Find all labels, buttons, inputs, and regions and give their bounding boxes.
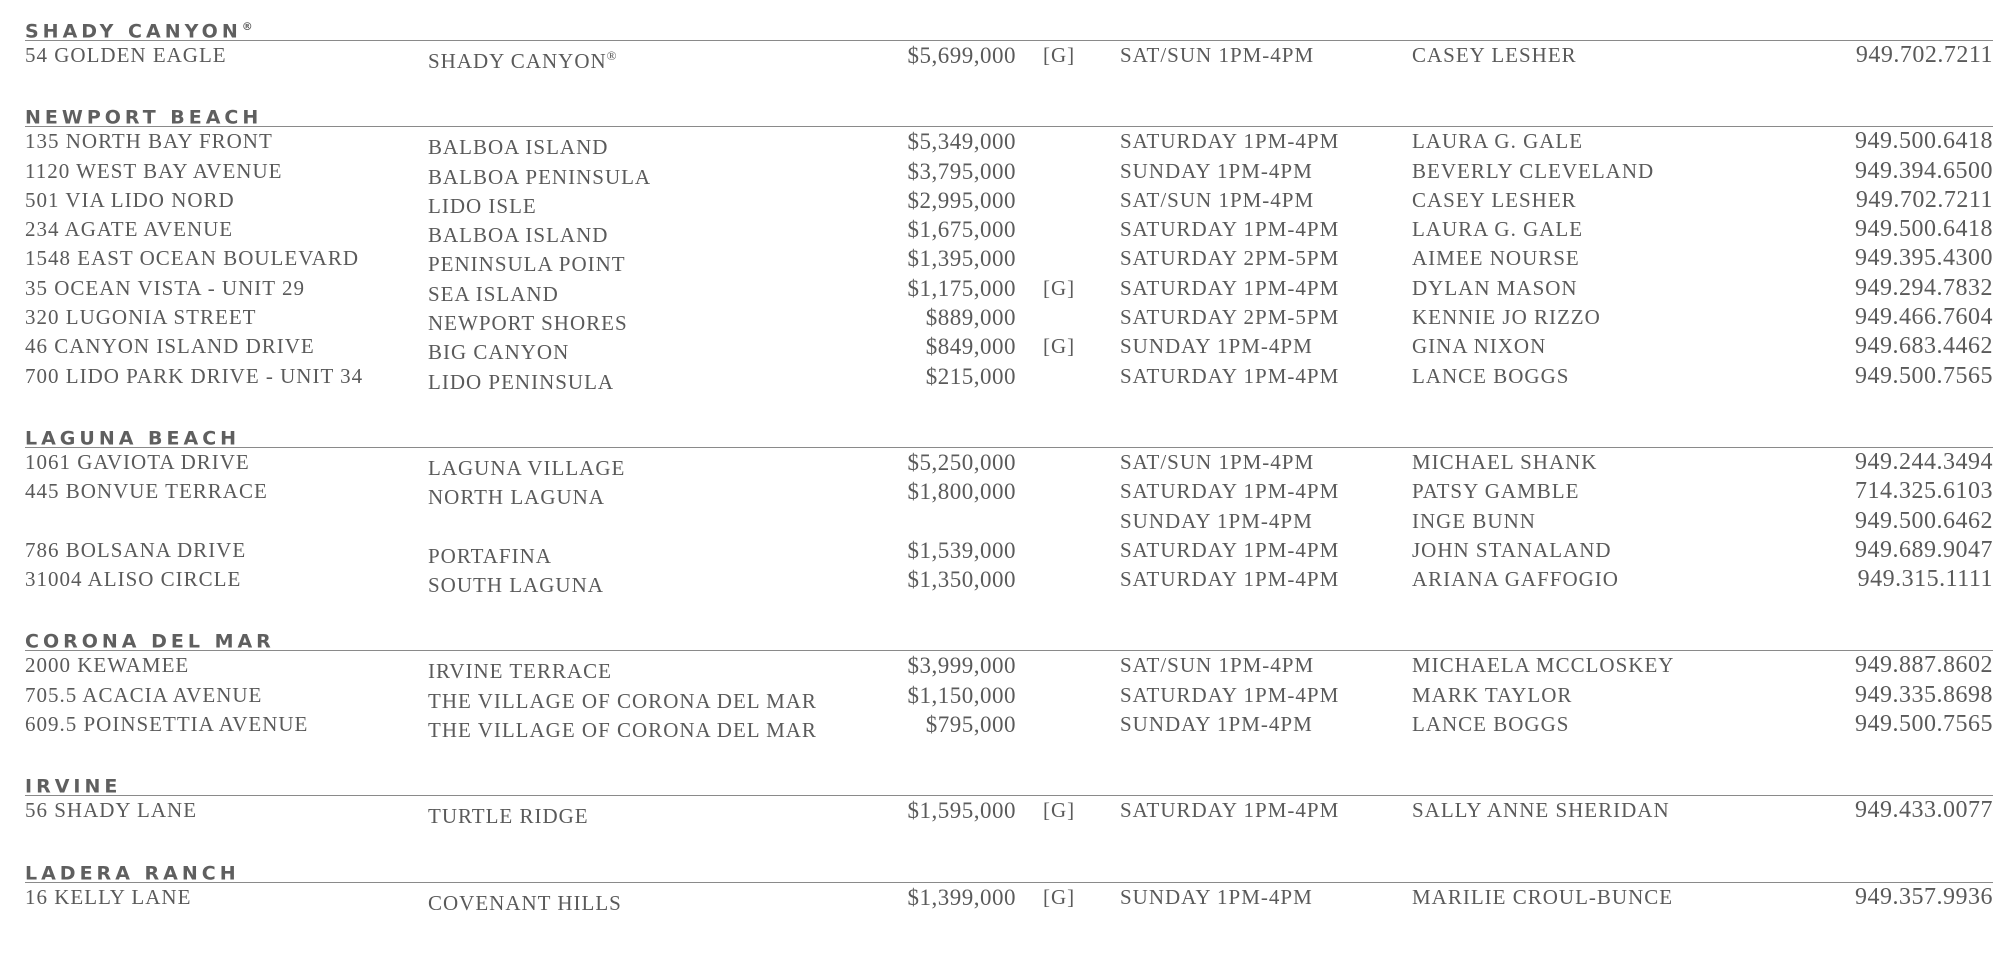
listing-phone-text: 949.244.3494 <box>1855 448 1993 475</box>
listing-row <box>25 651 1993 684</box>
listing-open-time <box>1120 448 1314 477</box>
listing-gated-marker <box>1043 332 1075 361</box>
section-title <box>25 421 1993 448</box>
listing-phone <box>1855 477 1993 506</box>
listing-open-time <box>1120 362 1339 391</box>
listing-address-text: 1548 EAST OCEAN BOULEVARD <box>25 246 359 271</box>
listing-area-text: NORTH LAGUNA <box>428 485 605 510</box>
listing-agent-text: MARILIE CROUL-BUNCE <box>1412 884 1674 909</box>
listing-row <box>25 274 1993 306</box>
listing-agent-text: LAURA G. GALE <box>1412 217 1584 242</box>
listing-price-text: $5,349,000 <box>907 129 1016 155</box>
listing-price-text: $1,399,000 <box>907 884 1016 910</box>
section-3 <box>25 624 1993 743</box>
listing-agent-text: MARK TAYLOR <box>1412 682 1573 707</box>
listing-address-text: 16 KELLY LANE <box>25 884 192 909</box>
listing-open-time <box>1120 303 1339 332</box>
listing-price-text: $889,000 <box>925 305 1016 331</box>
listing-phone-text: 949.500.7565 <box>1855 362 1993 389</box>
listing-price <box>926 362 1016 391</box>
listing-phone <box>1855 796 1993 825</box>
listing-price <box>908 883 1017 912</box>
section-title-text: LADERA RANCH <box>25 861 240 884</box>
listing-address <box>25 536 246 565</box>
listing-open-time-text: SUNDAY 1PM-4PM <box>1120 712 1313 737</box>
listing-agent <box>1412 651 1674 680</box>
listing-open-time-text: SAT/SUN 1PM-4PM <box>1120 187 1315 212</box>
listing-agent <box>1412 681 1572 710</box>
listing-agent-text: DYLAN MASON <box>1412 275 1578 300</box>
listing-agent <box>1412 710 1569 739</box>
listing-agent <box>1412 362 1569 391</box>
listing-phone-text: 949.500.7565 <box>1855 711 1993 738</box>
listing-agent-text: ARIANA GAFFOGIO <box>1412 567 1619 592</box>
listing-gated-marker <box>1043 883 1075 912</box>
listing-agent-text: LAURA G. GALE <box>1412 129 1584 154</box>
listing-area-text: TURTLE RIDGE <box>428 804 589 829</box>
section-title-text: IRVINE <box>25 775 122 798</box>
listing-open-time <box>1120 883 1313 912</box>
listing-area-text: THE VILLAGE OF CORONA DEL MAR <box>428 688 817 713</box>
listing-phone <box>1855 332 1993 361</box>
listing-open-time-text: SATURDAY 1PM-4PM <box>1120 275 1340 300</box>
listing-address <box>25 477 268 506</box>
section-title-text: SHADY CANYON <box>25 20 242 43</box>
listing-agent-text: KENNIE JO RIZZO <box>1412 305 1601 330</box>
listing-agent <box>1412 565 1619 594</box>
listing-open-time <box>1120 332 1313 361</box>
listing-open-time-text: SATURDAY 1PM-4PM <box>1120 363 1340 388</box>
listing-phone <box>1855 448 1993 477</box>
listing-address-text: 1120 WEST BAY AVENUE <box>25 158 283 183</box>
listing-price <box>908 565 1017 594</box>
listing-open-time <box>1120 536 1339 565</box>
listing-open-time <box>1120 507 1313 536</box>
listing-price <box>908 215 1017 244</box>
listing-agent-text: LANCE BOGGS <box>1412 712 1570 737</box>
listing-area <box>428 883 622 918</box>
listing-open-time-text: SATURDAY 1PM-4PM <box>1120 537 1340 562</box>
section-title <box>25 14 1993 41</box>
listing-agent <box>1412 215 1583 244</box>
listing-address <box>25 883 191 912</box>
section-title <box>25 624 1993 651</box>
listing-phone-text: 949.702.7211 <box>1855 186 1993 213</box>
listing-price-text: $795,000 <box>925 712 1016 738</box>
listing-address <box>25 651 189 680</box>
listing-address-text: 46 CANYON ISLAND DRIVE <box>25 334 315 359</box>
listing-area-text: PENINSULA POINT <box>428 252 626 277</box>
listing-phone-text: 949.887.8602 <box>1855 652 1993 679</box>
listing-phone <box>1856 41 1993 70</box>
listing-price-text: $1,395,000 <box>907 246 1016 272</box>
listing-area <box>428 796 589 831</box>
listing-open-time <box>1120 215 1339 244</box>
listing-price-text: $1,150,000 <box>907 682 1016 708</box>
listing-open-time <box>1120 127 1339 156</box>
listing-open-time-text: SATURDAY 1PM-4PM <box>1120 217 1340 242</box>
listing-address <box>25 186 235 215</box>
listing-address <box>25 274 305 303</box>
listing-agent-text: CASEY LESHER <box>1412 187 1577 212</box>
listing-agent-text: MICHAELA MCCLOSKEY <box>1412 653 1675 678</box>
section-title <box>25 100 1993 127</box>
listing-area-text: NEWPORT SHORES <box>428 311 628 336</box>
listing-row <box>25 681 1993 713</box>
listing-gated-marker-text: [G] <box>1043 275 1076 300</box>
listing-area <box>428 710 817 745</box>
section-1 <box>25 100 1993 394</box>
listing-address-text: 320 LUGONIA STREET <box>25 305 257 330</box>
listing-open-time <box>1120 710 1313 739</box>
listing-gated-marker <box>1043 796 1075 825</box>
listing-address-text: 2000 KEWAMEE <box>25 653 190 678</box>
listing-open-time-text: SATURDAY 2PM-5PM <box>1120 305 1340 330</box>
listing-phone <box>1856 186 1993 215</box>
listing-phone <box>1855 303 1993 332</box>
listing-price <box>908 681 1017 710</box>
listing-agent-text: GINA NIXON <box>1412 334 1547 359</box>
listing-agent-text: AIMEE NOURSE <box>1412 246 1580 271</box>
listing-row <box>25 186 1993 218</box>
listing-agent <box>1412 274 1578 303</box>
listing-address <box>25 215 233 244</box>
listing-agent <box>1412 244 1580 273</box>
listing-area-text: LAGUNA VILLAGE <box>428 455 626 480</box>
section-title-text: NEWPORT BEACH <box>25 106 263 129</box>
listing-agent <box>1412 796 1670 825</box>
listing-phone <box>1855 362 1993 391</box>
listing-address <box>25 244 359 273</box>
listing-phone-text: 949.500.6418 <box>1855 216 1993 243</box>
listing-agent-text: SALLY ANNE SHERIDAN <box>1412 798 1670 823</box>
registered-mark: ® <box>606 48 618 63</box>
listing-open-time <box>1120 477 1339 506</box>
listing-area-text: LIDO ISLE <box>428 193 537 218</box>
listing-agent <box>1412 157 1654 186</box>
listing-phone-text: 949.357.9936 <box>1855 883 1993 910</box>
listing-address <box>25 303 257 332</box>
listing-price-text: $849,000 <box>925 334 1016 360</box>
listing-open-time-text: SAT/SUN 1PM-4PM <box>1120 449 1315 474</box>
listing-open-time-text: SATURDAY 1PM-4PM <box>1120 567 1340 592</box>
listing-agent-text: CASEY LESHER <box>1412 43 1577 67</box>
listing-agent <box>1412 127 1583 156</box>
listing-price <box>926 332 1016 361</box>
listing-price-text: $215,000 <box>925 363 1016 389</box>
listing-phone <box>1855 274 1993 303</box>
listing-address <box>25 41 227 70</box>
listing-area-text: BALBOA ISLAND <box>428 223 609 248</box>
listing-gated-marker-text: [G] <box>1043 884 1076 909</box>
listing-row <box>25 507 1993 536</box>
listing-open-time <box>1120 157 1313 186</box>
listing-row <box>25 332 1993 365</box>
listing-agent-text: MICHAEL SHANK <box>1412 449 1598 474</box>
listing-address-text: 56 SHADY LANE <box>25 798 198 823</box>
listing-agent <box>1412 332 1546 361</box>
section-title <box>25 856 1993 883</box>
listing-address-text: 609.5 POINSETTIA AVENUE <box>25 712 309 737</box>
listing-agent-text: PATSY GAMBLE <box>1412 479 1580 504</box>
listing-price <box>908 157 1017 186</box>
listing-address-text: 1061 GAVIOTA DRIVE <box>25 449 250 474</box>
listing-phone <box>1855 536 1993 565</box>
listing-address-text: 700 LIDO PARK DRIVE - UNIT 34 <box>25 363 364 388</box>
listing-price-text: $2,995,000 <box>907 187 1016 213</box>
listing-row <box>25 477 1993 510</box>
listing-price <box>908 127 1017 156</box>
listing-area-text: PORTAFINA <box>428 543 552 568</box>
listing-row <box>25 157 1993 189</box>
listing-agent-text: LANCE BOGGS <box>1412 363 1570 388</box>
listing-address <box>25 681 262 710</box>
listing-address-text: 234 AGATE AVENUE <box>25 217 234 242</box>
listing-price-text: $3,999,000 <box>907 653 1016 679</box>
listing-address-text: 135 NORTH BAY FRONT <box>25 129 273 154</box>
listing-row <box>25 883 1993 915</box>
listing-agent <box>1412 303 1601 332</box>
listing-agent-text: INGE BUNN <box>1412 508 1536 533</box>
listing-price <box>908 448 1017 477</box>
listing-gated-marker-text: [G] <box>1043 43 1076 67</box>
listing-open-time-text: SAT/SUN 1PM-4PM <box>1120 43 1315 67</box>
listing-price <box>908 796 1017 825</box>
listing-open-time-text: SATURDAY 1PM-4PM <box>1120 479 1340 504</box>
listing-open-time <box>1120 274 1339 303</box>
listing-address-text: 705.5 ACACIA AVENUE <box>25 682 263 707</box>
listing-row <box>25 536 1993 568</box>
listing-gated-marker-text: [G] <box>1043 334 1076 359</box>
listing-open-time-text: SATURDAY 1PM-4PM <box>1120 129 1340 154</box>
section-0 <box>25 14 1993 73</box>
listing-phone <box>1855 507 1993 536</box>
listing-area-text: IRVINE TERRACE <box>428 659 613 684</box>
listing-open-time-text: SAT/SUN 1PM-4PM <box>1120 653 1315 678</box>
section-title <box>25 769 1993 796</box>
listing-row <box>25 41 1993 73</box>
listing-agent <box>1412 448 1597 477</box>
listing-price <box>926 710 1016 739</box>
listing-phone-text: 949.335.8698 <box>1855 681 1993 708</box>
listing-address <box>25 565 241 594</box>
section-title-text: LAGUNA BEACH <box>25 427 241 450</box>
section-4 <box>25 769 1993 829</box>
listing-row <box>25 303 1993 336</box>
listing-phone-text: 949.689.9047 <box>1855 536 1993 563</box>
listing-area-text: BALBOA ISLAND <box>428 135 609 160</box>
listing-open-time-text: SUNDAY 1PM-4PM <box>1120 158 1313 183</box>
listing-phone-text: 949.702.7211 <box>1855 42 1993 68</box>
listing-address <box>25 332 315 361</box>
listing-gated-marker <box>1043 41 1075 70</box>
listing-address <box>25 710 308 739</box>
listing-address <box>25 157 282 186</box>
listing-row <box>25 244 1993 277</box>
listing-row <box>25 565 1993 598</box>
listing-phone <box>1855 244 1993 273</box>
listing-price <box>908 41 1017 70</box>
listing-price-text: $5,699,000 <box>907 43 1016 68</box>
open-house-listings <box>25 14 1993 942</box>
listing-price-text: $1,539,000 <box>907 537 1016 563</box>
listing-phone <box>1855 215 1993 244</box>
listing-address-text: 786 BOLSANA DRIVE <box>25 537 247 562</box>
listing-open-time-text: SUNDAY 1PM-4PM <box>1120 508 1313 533</box>
listing-open-time <box>1120 244 1339 273</box>
listing-address-text: 501 VIA LIDO NORD <box>25 187 235 212</box>
listing-address <box>25 127 273 156</box>
listing-gated-marker <box>1043 274 1075 303</box>
listing-open-time-text: SATURDAY 2PM-5PM <box>1120 246 1340 271</box>
listing-phone <box>1855 127 1993 156</box>
listing-phone <box>1855 883 1993 912</box>
listing-open-time <box>1120 41 1314 70</box>
listing-price-text: $1,800,000 <box>907 479 1016 505</box>
listing-phone <box>1855 710 1993 739</box>
listing-price-text: $1,350,000 <box>907 567 1016 593</box>
section-title-text: CORONA DEL MAR <box>25 630 275 653</box>
listing-area <box>428 41 618 76</box>
listing-phone <box>1855 681 1993 710</box>
listing-address-text: 31004 ALISO CIRCLE <box>25 567 242 592</box>
listing-agent-text: BEVERLY CLEVELAND <box>1412 158 1655 183</box>
listing-price <box>926 303 1016 332</box>
listing-price <box>908 186 1017 215</box>
listing-address-text: 35 OCEAN VISTA - UNIT 29 <box>25 275 305 300</box>
section-5 <box>25 856 1993 915</box>
listing-area-text: BIG CANYON <box>428 340 570 365</box>
listing-area-text: SOUTH LAGUNA <box>428 573 604 598</box>
listing-agent <box>1412 883 1673 912</box>
listing-area-text: BALBOA PENINSULA <box>428 164 652 189</box>
listing-price-text: $5,250,000 <box>907 449 1016 475</box>
listing-area-text: COVENANT HILLS <box>428 890 622 915</box>
listing-open-time <box>1120 651 1314 680</box>
listing-gated-marker-text: [G] <box>1043 798 1076 823</box>
listing-open-time <box>1120 565 1339 594</box>
listing-area-text: THE VILLAGE OF CORONA DEL MAR <box>428 718 817 743</box>
listing-row <box>25 448 1993 480</box>
listing-phone-text: 714.325.6103 <box>1855 478 1993 505</box>
listing-phone-text: 949.500.6418 <box>1855 128 1993 155</box>
listing-agent <box>1412 186 1577 215</box>
registered-mark: ® <box>241 20 253 33</box>
listing-address-text: 445 BONVUE TERRACE <box>25 479 268 504</box>
listing-row <box>25 710 1993 743</box>
listing-agent <box>1412 477 1579 506</box>
listing-price-text: $3,795,000 <box>907 158 1016 184</box>
listing-open-time <box>1120 186 1314 215</box>
listing-area <box>428 565 604 600</box>
listing-phone <box>1855 157 1993 186</box>
listing-phone-text: 949.315.1111 <box>1857 566 1993 593</box>
listing-agent-text: JOHN STANALAND <box>1412 537 1612 562</box>
listing-phone-text: 949.394.6500 <box>1855 157 1993 184</box>
listing-open-time <box>1120 681 1339 710</box>
listing-phone <box>1858 565 1993 594</box>
listing-price <box>908 477 1017 506</box>
listing-price <box>908 244 1017 273</box>
listing-address <box>25 362 363 391</box>
listing-phone-text: 949.433.0077 <box>1855 797 1993 824</box>
listing-agent <box>1412 536 1612 565</box>
listing-area-text: LIDO PENINSULA <box>428 369 615 394</box>
listing-price <box>908 274 1017 303</box>
listing-phone-text: 949.294.7832 <box>1855 274 1993 301</box>
listing-phone-text: 949.683.4462 <box>1855 333 1993 360</box>
listing-price <box>908 651 1017 680</box>
listing-agent <box>1412 41 1577 70</box>
listing-agent <box>1412 507 1536 536</box>
listing-open-time-text: SATURDAY 1PM-4PM <box>1120 682 1340 707</box>
listing-phone <box>1855 651 1993 680</box>
listing-area-text: SHADY CANYON <box>428 49 607 73</box>
listing-row <box>25 362 1993 394</box>
listing-area-text: SEA ISLAND <box>428 281 559 306</box>
listing-price <box>908 536 1017 565</box>
listing-address <box>25 448 250 477</box>
listing-open-time-text: SUNDAY 1PM-4PM <box>1120 884 1313 909</box>
section-2 <box>25 421 1993 598</box>
listing-open-time-text: SUNDAY 1PM-4PM <box>1120 334 1313 359</box>
listing-row <box>25 127 1993 160</box>
listing-price-text: $1,675,000 <box>907 217 1016 243</box>
listing-price-text: $1,175,000 <box>907 275 1016 301</box>
listing-row <box>25 215 1993 248</box>
listing-phone-text: 949.500.6462 <box>1855 507 1993 534</box>
listing-open-time-text: SATURDAY 1PM-4PM <box>1120 798 1340 823</box>
listing-address <box>25 796 197 825</box>
listing-phone-text: 949.395.4300 <box>1855 245 1993 272</box>
listing-open-time <box>1120 796 1339 825</box>
listing-phone-text: 949.466.7604 <box>1855 304 1993 331</box>
listing-address-text: 54 GOLDEN EAGLE <box>25 43 227 67</box>
listing-price-text: $1,595,000 <box>907 798 1016 824</box>
listing-row <box>25 796 1993 829</box>
listing-area <box>428 362 614 397</box>
